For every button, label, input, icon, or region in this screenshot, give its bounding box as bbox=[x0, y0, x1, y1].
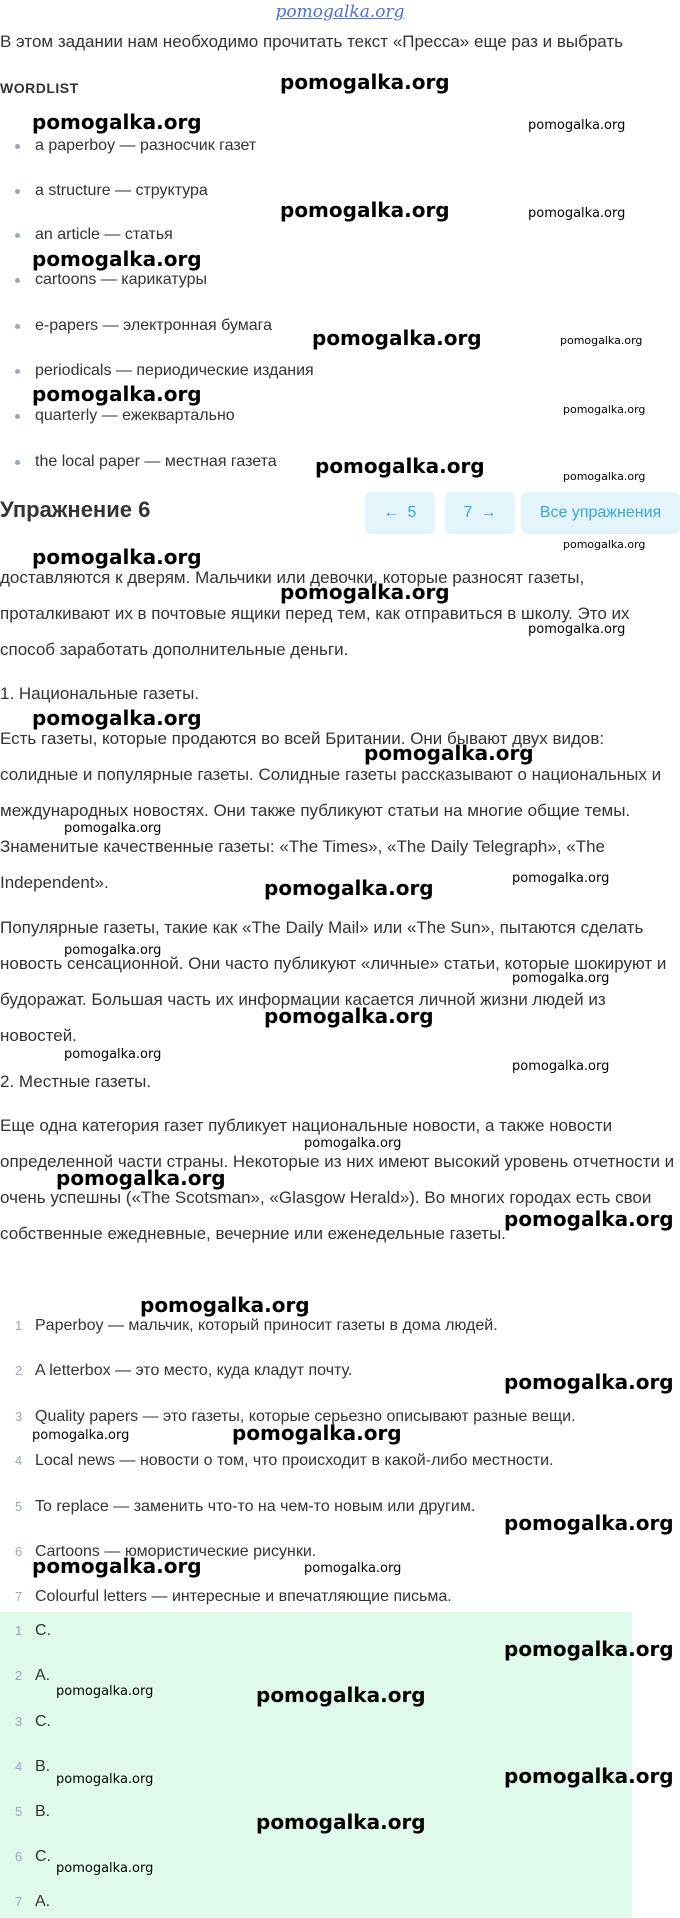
bullet-icon bbox=[15, 278, 20, 283]
watermark: pomogalka.org bbox=[528, 206, 626, 221]
watermark: pomogalka.org bbox=[56, 1772, 154, 1787]
watermark: pomogalka.org bbox=[280, 580, 450, 604]
watermark: pomogalka.org bbox=[512, 871, 610, 886]
site-logo[interactable]: pomogalka.org bbox=[275, 2, 405, 22]
watermark: pomogalka.org bbox=[312, 326, 482, 350]
answer-item: 2 A. bbox=[15, 1667, 51, 1684]
answer-item: 5 B. bbox=[15, 1803, 51, 1820]
list-item: 7 Colourful letters — интересные и впечатляющие письма. bbox=[15, 1588, 452, 1605]
watermark: pomogalka.org bbox=[32, 706, 202, 730]
text-paragraph: Популярные газеты, такие как «The Daily Mail» или «The Sun», пытаются сделать новость сенсационной. Они часто публикуют «личные» статьи, которые шокируют и будоражат. Большая часть их информации касается личной жизни людей из новостей. bbox=[0, 918, 667, 1045]
watermark: pomogalka.org bbox=[264, 1004, 434, 1028]
watermark: pomogalka.org bbox=[32, 382, 202, 406]
arrow-right-icon: → bbox=[480, 504, 497, 521]
watermark: pomogalka.org bbox=[256, 1810, 426, 1834]
watermark: pomogalka.org bbox=[304, 1136, 402, 1151]
list-item: 1 Paperboy — мальчик, который приносит газеты в дома людей. bbox=[15, 1317, 498, 1334]
wordlist-item: a structure — структура bbox=[35, 179, 208, 203]
watermark: pomogalka.org bbox=[232, 1421, 402, 1445]
watermark: pomogalka.org bbox=[64, 1047, 162, 1062]
watermark: pomogalka.org bbox=[32, 1554, 202, 1578]
wordlist-item: the local paper — местная газета bbox=[35, 450, 277, 474]
text-paragraph: Еще одна категория газет публикует национальные новости, а также новости определенной части страны. Некоторые из них имеют высокий уровень отчетности и очень успешны («The Scotsman», «Glasgow Herald»). Во многих городах есть свои собственные ежедневные, вечерние или еженедельные газеты. bbox=[0, 1116, 675, 1243]
list-item: 5 To replace — заменить что-то на чем-то новым или другим. bbox=[15, 1498, 476, 1515]
text-paragraph: доставляются к дверям. Мальчики или девочки, которые разносят газеты, проталкивают их в почтовые ящики перед тем, как отправиться в школу. Это их способ заработать дополнительные деньги. bbox=[0, 568, 630, 659]
watermark: pomogalka.org bbox=[140, 1293, 310, 1317]
watermark: pomogalka.org bbox=[504, 1370, 674, 1394]
watermark: pomogalka.org bbox=[32, 1428, 130, 1443]
wordlist-item: e-papers — электронная бумага bbox=[35, 314, 272, 338]
watermark: pomogalka.org bbox=[256, 1683, 426, 1707]
answer-item: 4 B. bbox=[15, 1758, 51, 1775]
watermark: pomogalka.org bbox=[304, 1561, 402, 1576]
bullet-icon bbox=[15, 460, 20, 465]
answer-item: 6 C. bbox=[15, 1848, 51, 1865]
bullet-icon bbox=[15, 233, 20, 238]
list-item: 3 Quality papers — это газеты, которые серьезно описывают разные вещи. bbox=[15, 1408, 576, 1425]
bullet-icon bbox=[15, 414, 20, 419]
watermark: pomogalka.org bbox=[563, 470, 646, 483]
watermark: pomogalka.org bbox=[512, 1059, 610, 1074]
answers-panel bbox=[0, 1612, 632, 1918]
watermark: pomogalka.org bbox=[64, 821, 162, 836]
wordlist-item: cartoons — карикатуры bbox=[35, 268, 207, 292]
watermark: pomogalka.org bbox=[56, 1684, 154, 1699]
arrow-left-icon: ← bbox=[383, 504, 400, 521]
watermark: pomogalka.org bbox=[504, 1764, 674, 1788]
watermark: pomogalka.org bbox=[364, 741, 534, 765]
bullet-icon bbox=[15, 189, 20, 194]
wordlist-item: a paperboy — разносчик газет bbox=[35, 134, 256, 158]
watermark: pomogalka.org bbox=[560, 334, 643, 347]
bullet-icon bbox=[15, 324, 20, 329]
bullet-icon bbox=[15, 144, 20, 149]
watermark: pomogalka.org bbox=[56, 1861, 154, 1876]
watermark: pomogalka.org bbox=[528, 622, 626, 637]
watermark: pomogalka.org bbox=[32, 545, 202, 569]
watermark: pomogalka.org bbox=[504, 1637, 674, 1661]
watermark: pomogalka.org bbox=[56, 1166, 226, 1190]
watermark: pomogalka.org bbox=[280, 198, 450, 222]
watermark: pomogalka.org bbox=[512, 971, 610, 986]
wordlist-item: quarterly — ежеквартально bbox=[35, 404, 235, 428]
intro-text: В этом задании нам необходимо прочитать текст «Пресса» еще раз и выбрать bbox=[0, 32, 624, 51]
next-exercise-button[interactable]: 7 → bbox=[445, 492, 515, 534]
watermark: pomogalka.org bbox=[504, 1511, 674, 1535]
watermark: pomogalka.org bbox=[32, 247, 202, 271]
watermark: pomogalka.org bbox=[32, 110, 202, 134]
watermark: pomogalka.org bbox=[64, 943, 162, 958]
list-item: 4 Local news — новости о том, что происходит в какой-либо местности. bbox=[15, 1452, 554, 1469]
answer-item: 7 A. bbox=[15, 1893, 51, 1910]
watermark: pomogalka.org bbox=[315, 454, 485, 478]
wordlist-item: an article — статья bbox=[35, 223, 173, 247]
all-exercises-button[interactable]: Все упражнения bbox=[521, 492, 680, 534]
watermark: pomogalka.org bbox=[528, 118, 626, 133]
list-item: 2 A letterbox — это место, куда кладут почту. bbox=[15, 1362, 353, 1379]
watermark: pomogalka.org bbox=[264, 876, 434, 900]
watermark: pomogalka.org bbox=[504, 1207, 674, 1231]
prev-exercise-button[interactable]: ← 5 bbox=[365, 492, 435, 534]
wordlist-item: periodicals — периодические издания bbox=[35, 359, 314, 383]
bullet-icon bbox=[15, 369, 20, 374]
list-item: 6 Cartoons — юмористические рисунки. bbox=[15, 1543, 317, 1560]
watermark: pomogalka.org bbox=[563, 403, 646, 416]
section-heading: 2. Местные газеты. bbox=[0, 1072, 152, 1091]
section-heading: 1. Национальные газеты. bbox=[0, 684, 200, 703]
watermark: pomogalka.org bbox=[563, 538, 646, 551]
exercise-title: Упражнение 6 bbox=[0, 497, 151, 522]
answer-item: 1 C. bbox=[15, 1622, 51, 1639]
wordlist-title: WORDLIST bbox=[0, 80, 79, 96]
text-paragraph: Есть газеты, которые продаются во всей Британии. Они бывают двух видов: солидные и популярные газеты. Солидные газеты рассказывают о национальных и международных новостях. Они также публикуют статьи на многие общие темы. Знаменитые качественные газеты: «The Times», «The Daily Telegraph», «The Independent». bbox=[0, 729, 662, 892]
answer-item: 3 C. bbox=[15, 1713, 51, 1730]
watermark: pomogalka.org bbox=[280, 70, 450, 94]
